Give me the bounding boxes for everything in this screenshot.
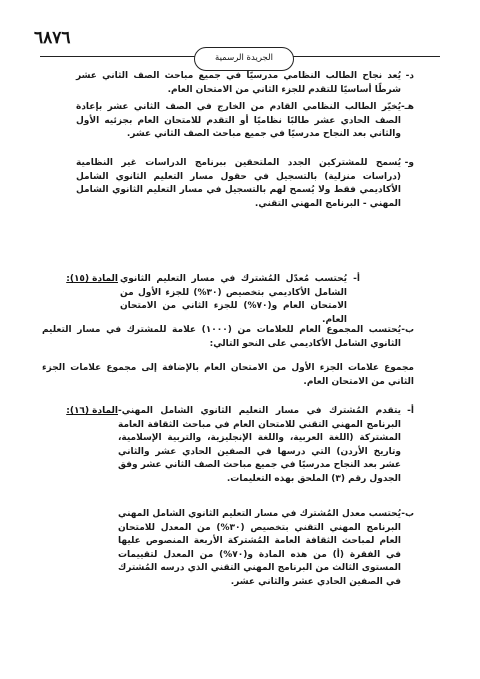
list-item xyxy=(76,70,414,97)
item-text: يُسمح للمشتركين الجدد الملتحقين ببرنامج الدراسات غير النظامية (دراسات منزلية) بالتسجيل في حقول مسار التعليم الثانوي الشامل الأكاديمي فقط ولا يُسمح لهم بالتسجيل في مسار التعليم الثانوي الشامل المهني - البرنامج المهني التقني. xyxy=(76,158,401,209)
item-marker: هـ- xyxy=(400,102,414,112)
clause-b xyxy=(118,508,414,590)
item-text: يُخيّر الطالب النظامي القادم من الخارج في الصف الثاني عشر بإعادة الصف الحادي عشر طالبًا نظاميًا أو التقدم للامتحان العام بجزئيه الأول والثاني بعد النجاح مدرسيًا في جميع مباحث الصف الثاني عشر. xyxy=(76,102,401,140)
clause-text: يُحتسب معدل المُشترك في مسار التعليم الثانوي الشامل المهني البرنامج المهني التقني بتخصيص (٣٠%) من المعدل للامتحان العام لمباحث الثقافة العامة المُشتركة الأربعة المنصوص عليها في الفقرة (أ) من هذه المادة و(٧٠%) من المعدل لتقييمات المستوى الثالث من البرنامج المهني التقني الذي درسه المُشترك في الصفين الحادي عشر والثاني عشر. xyxy=(118,509,402,587)
article-15-label: المادة (١٥): xyxy=(66,274,118,284)
clause-marker: أ- xyxy=(353,274,360,284)
clause-text: يُحتسب المجموع العام للعلامات من (١٠٠٠) علامة للمشترك في مسار التعليم الثانوي الشامل الأكاديمي على النحو التالي: xyxy=(42,325,401,349)
list-item xyxy=(76,157,414,211)
formula-text: مجموع علامات الجزء الأول من الامتحان العام بالإضافة إلى مجموع علامات الجزء الثاني من الامتحان العام. xyxy=(42,363,414,387)
item-text: يُعد نجاح الطالب النظامي مدرسيًا في جميع مباحث الصف الثاني عشر شرطًا أساسيًا للتقدم للجزء الثاني من الامتحان العام. xyxy=(76,71,401,95)
clause-text: يُحتسب مُعدّل المُشترك في مسار التعليم الثانوي الشامل الأكاديمي بتخصيص (٣٠%) للجزء الأول من الامتحان العام و(٧٠%) للجزء الثاني من الامتحان العام. xyxy=(120,274,347,325)
clause-b xyxy=(42,324,414,351)
journal-title: الجريدة الرسمية xyxy=(194,47,294,71)
item-marker: د- xyxy=(405,71,414,81)
clause-text: يتقدم المُشترك في مسار التعليم الثانوي الشامل المهني- البرنامج المهني التقني للامتحان العام في مباحث الثقافة العامة المشتركة (اللغة العربية، واللغة الإنجليزية، والتربية الإسلامية، وتاريخ الأردن) التي درسها في الصفين الحادي عشر والثاني عشر بعد النجاح مدرسيًا في جميع مباحث الصف الثاني عشر وفق الجدول رقم (٣) الملحق بهذه التعليمات. xyxy=(118,406,401,484)
item-marker: و- xyxy=(404,158,414,168)
clause-marker: أ- xyxy=(407,406,414,416)
clause-a xyxy=(120,273,360,327)
page-number: ٦٨٧٦ xyxy=(34,28,71,48)
clause-marker: ب- xyxy=(401,509,414,519)
list-item xyxy=(76,101,414,142)
article-16-label: المادة (١٦): xyxy=(66,406,118,416)
clause-a xyxy=(118,405,414,487)
clause-marker: ب- xyxy=(401,325,414,335)
